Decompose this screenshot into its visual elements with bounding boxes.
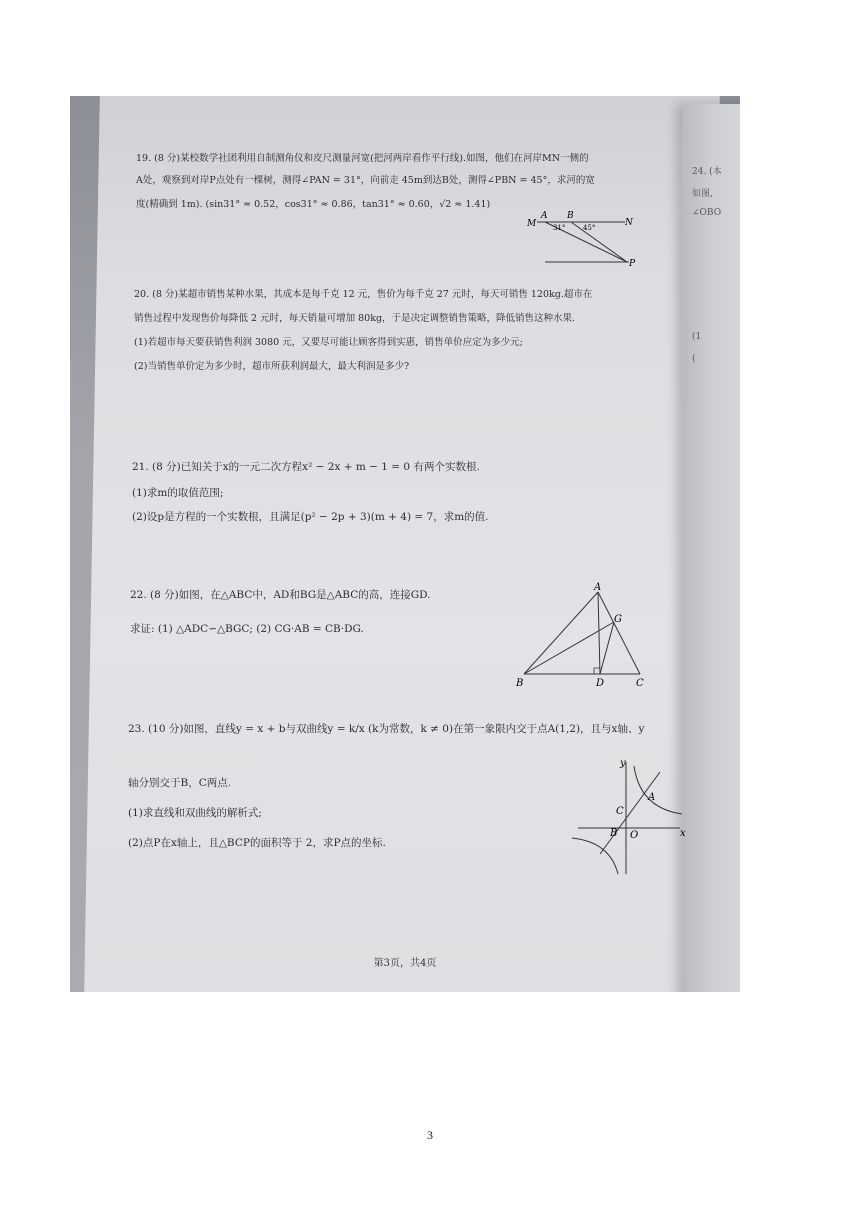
q21-line2: (1)求m的取值范围;: [132, 487, 224, 499]
photo-of-exam-page: [70, 96, 740, 992]
label-M: M: [527, 219, 537, 229]
label-y: y: [620, 758, 626, 769]
label-x: x: [680, 828, 686, 839]
q21-line1: 21. (8 分)已知关于x的一元二次方程x² − 2x + m − 1 = 0 有两个实数根.: [132, 461, 480, 473]
q20-line4: (2)当销售单价定为多少时，超市所获利润最大，最大利润是多少?: [134, 361, 410, 372]
q22-line2: 求证: (1) △ADC∽△BGC; (2) CG·AB = CB·DG.: [130, 623, 364, 635]
next-sheet-fragment: 24. (本: [692, 167, 722, 177]
q23-line2: 轴分别交于B，C两点.: [128, 777, 232, 789]
label-A: A: [594, 582, 602, 593]
label-A: A: [648, 792, 656, 803]
page-number: 3: [427, 1128, 433, 1142]
q20-line3: (1)若超市每天要获销售利润 3080 元，又要尽可能让顾客得到实惠，销售单价应定为多少元;: [134, 337, 523, 348]
label-G: G: [614, 614, 622, 625]
q20-line1: 20. (8 分)某超市销售某种水果，其成本是每千克 12 元，售价为每千克 27 元时，每天可销售 120kg.超市在: [134, 289, 593, 300]
next-sheet-edge: [682, 104, 740, 992]
label-O: O: [630, 830, 639, 841]
label-C: C: [636, 678, 644, 689]
q19-line3: 度(精确到 1m). (sin31° ≈ 0.52，cos31° ≈ 0.86，tan31° ≈ 0.60，√2 ≈ 1.41): [136, 199, 491, 210]
label-P: P: [629, 259, 636, 266]
label-N: N: [625, 218, 633, 228]
q19-river-figure: [525, 206, 645, 266]
next-sheet-fragment: 如图,: [692, 189, 713, 199]
q22-triangle-figure: [510, 582, 660, 692]
label-B: B: [610, 828, 618, 839]
label-B: B: [516, 678, 524, 689]
q19-line2: A处，观察到对岸P点处有一棵树，测得∠PAN = 31°，向前走 45m到达B处，测得∠PBN = 45°，求河的宽: [136, 175, 595, 186]
exam-footer: 第3页，共4页: [373, 958, 437, 969]
q22-line1: 22. (8 分)如图，在△ABC中，AD和BG是△ABC的高，连接GD.: [130, 589, 431, 601]
next-sheet-fragment: ∠OBO: [692, 208, 722, 218]
label-A: A: [541, 211, 548, 221]
label-B: B: [567, 211, 574, 221]
q23-graph-figure: [570, 758, 690, 878]
next-sheet-fragment: (1: [692, 332, 702, 342]
angle-45: 45°: [583, 224, 596, 232]
q23-line3: (1)求直线和双曲线的解析式;: [128, 807, 262, 819]
q20-line2: 销售过程中发现售价每降低 2 元时，每天销量可增加 80kg，于是决定调整销售策略，降低销售这种水果.: [134, 313, 576, 324]
angle-31: 31°: [553, 224, 566, 232]
label-C: C: [616, 806, 624, 817]
q23-line1: 23. (10 分)如图，直线y = x + b与双曲线y = k/x (k为常数，k ≠ 0)在第一象限内交于点A(1,2)，且与x轴、y: [128, 723, 645, 735]
label-D: D: [596, 678, 605, 689]
q19-line1: 19. (8 分)某校数学社团利用自制测角仪和皮尺测量河宽(把河两岸看作平行线).如图，他们在河岸MN一侧的: [136, 153, 589, 164]
q21-line3: (2)设p是方程的一个实数根，且满足(p² − 2p + 3)(m + 4) = 7，求m的值.: [132, 511, 489, 523]
q23-line4: (2)点P在x轴上，且△BCP的面积等于 2，求P点的坐标.: [128, 837, 386, 849]
next-sheet-fragment: (: [692, 354, 696, 364]
